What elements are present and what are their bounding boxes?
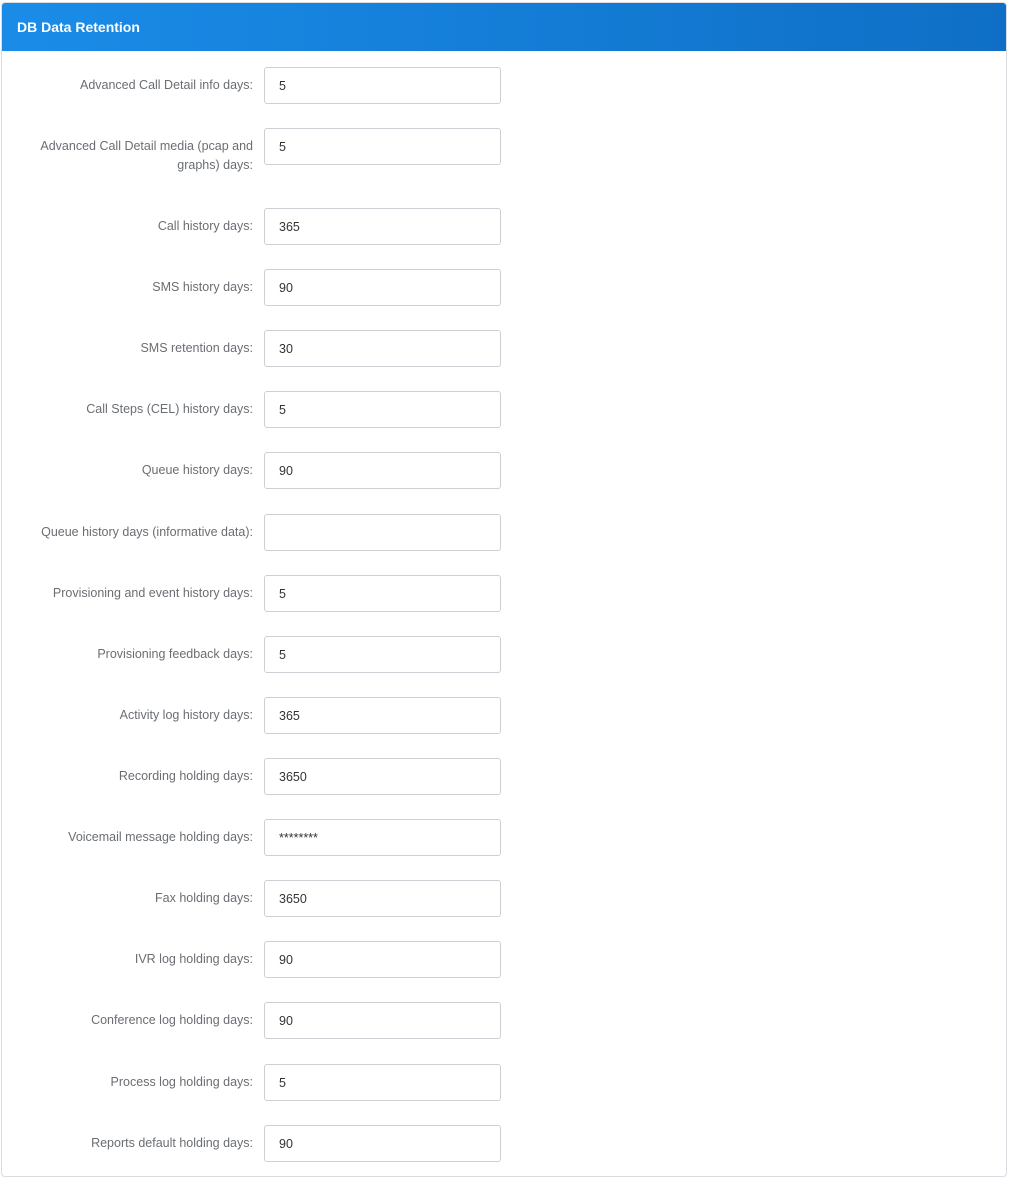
advanced-call-detail-info-label: Advanced Call Detail info days:	[79, 78, 253, 92]
sms-history-input[interactable]	[264, 269, 501, 306]
field-row-voicemail-holding	[2, 819, 1006, 856]
field-row-queue-history	[2, 452, 1006, 489]
ivr-log-holding-input[interactable]	[264, 941, 501, 978]
field-row-provisioning-event-history	[2, 575, 1006, 612]
queue-history-informative-label: Queue history days (informative data):	[41, 525, 253, 539]
advanced-call-detail-media-label: Advanced Call Detail media (pcap and graphs) days:	[40, 139, 253, 172]
queue-history-informative-input[interactable]	[264, 514, 501, 551]
field-row-reports-default-holding	[2, 1125, 1006, 1162]
voicemail-holding-input[interactable]	[264, 819, 501, 856]
process-log-holding-input[interactable]	[264, 1064, 501, 1101]
call-history-input[interactable]	[264, 208, 501, 245]
field-row-advanced-call-detail-media	[2, 128, 1006, 172]
process-log-holding-label: Process log holding days:	[110, 1075, 253, 1089]
field-row-activity-log-history	[2, 697, 1006, 734]
field-row-recording-holding	[2, 758, 1006, 795]
advanced-call-detail-media-input[interactable]	[264, 128, 501, 165]
field-row-provisioning-feedback	[2, 636, 1006, 673]
activity-log-history-input[interactable]	[264, 697, 501, 734]
db-data-retention-panel	[1, 2, 1007, 1177]
field-row-fax-holding	[2, 880, 1006, 917]
field-row-process-log-holding	[2, 1064, 1006, 1101]
provisioning-feedback-input[interactable]	[264, 636, 501, 673]
queue-history-label: Queue history days:	[141, 463, 253, 477]
field-row-sms-retention	[2, 330, 1006, 367]
ivr-log-holding-label: IVR log holding days:	[134, 952, 253, 966]
provisioning-event-history-label: Provisioning and event history days:	[52, 586, 253, 600]
provisioning-feedback-label: Provisioning feedback days:	[97, 647, 253, 661]
recording-holding-input[interactable]	[264, 758, 501, 795]
field-row-call-history	[2, 208, 1006, 245]
field-row-conference-log-holding	[2, 1002, 1006, 1039]
provisioning-event-history-input[interactable]	[264, 575, 501, 612]
activity-log-history-label: Activity log history days:	[119, 708, 253, 722]
conference-log-holding-label: Conference log holding days:	[91, 1013, 253, 1027]
queue-history-input[interactable]	[264, 452, 501, 489]
call-steps-history-label: Call Steps (CEL) history days:	[86, 402, 253, 416]
sms-history-label: SMS history days:	[152, 280, 253, 294]
field-row-queue-history-informative	[2, 514, 1006, 551]
recording-holding-label: Recording holding days:	[118, 769, 253, 783]
reports-default-holding-input[interactable]	[264, 1125, 501, 1162]
fax-holding-input[interactable]	[264, 880, 501, 917]
conference-log-holding-input[interactable]	[264, 1002, 501, 1039]
call-steps-history-input[interactable]	[264, 391, 501, 428]
field-row-sms-history	[2, 269, 1006, 306]
field-row-advanced-call-detail-info	[2, 67, 1006, 104]
advanced-call-detail-info-input[interactable]	[264, 67, 501, 104]
reports-default-holding-label: Reports default holding days:	[91, 1136, 253, 1150]
field-row-ivr-log-holding	[2, 941, 1006, 978]
panel-title: DB Data Retention	[2, 3, 1006, 51]
sms-retention-input[interactable]	[264, 330, 501, 367]
sms-retention-label: SMS retention days:	[140, 341, 253, 355]
call-history-label: Call history days:	[157, 219, 253, 233]
fax-holding-label: Fax holding days:	[155, 891, 253, 905]
voicemail-holding-label: Voicemail message holding days:	[68, 830, 253, 844]
field-row-call-steps-history	[2, 391, 1006, 428]
